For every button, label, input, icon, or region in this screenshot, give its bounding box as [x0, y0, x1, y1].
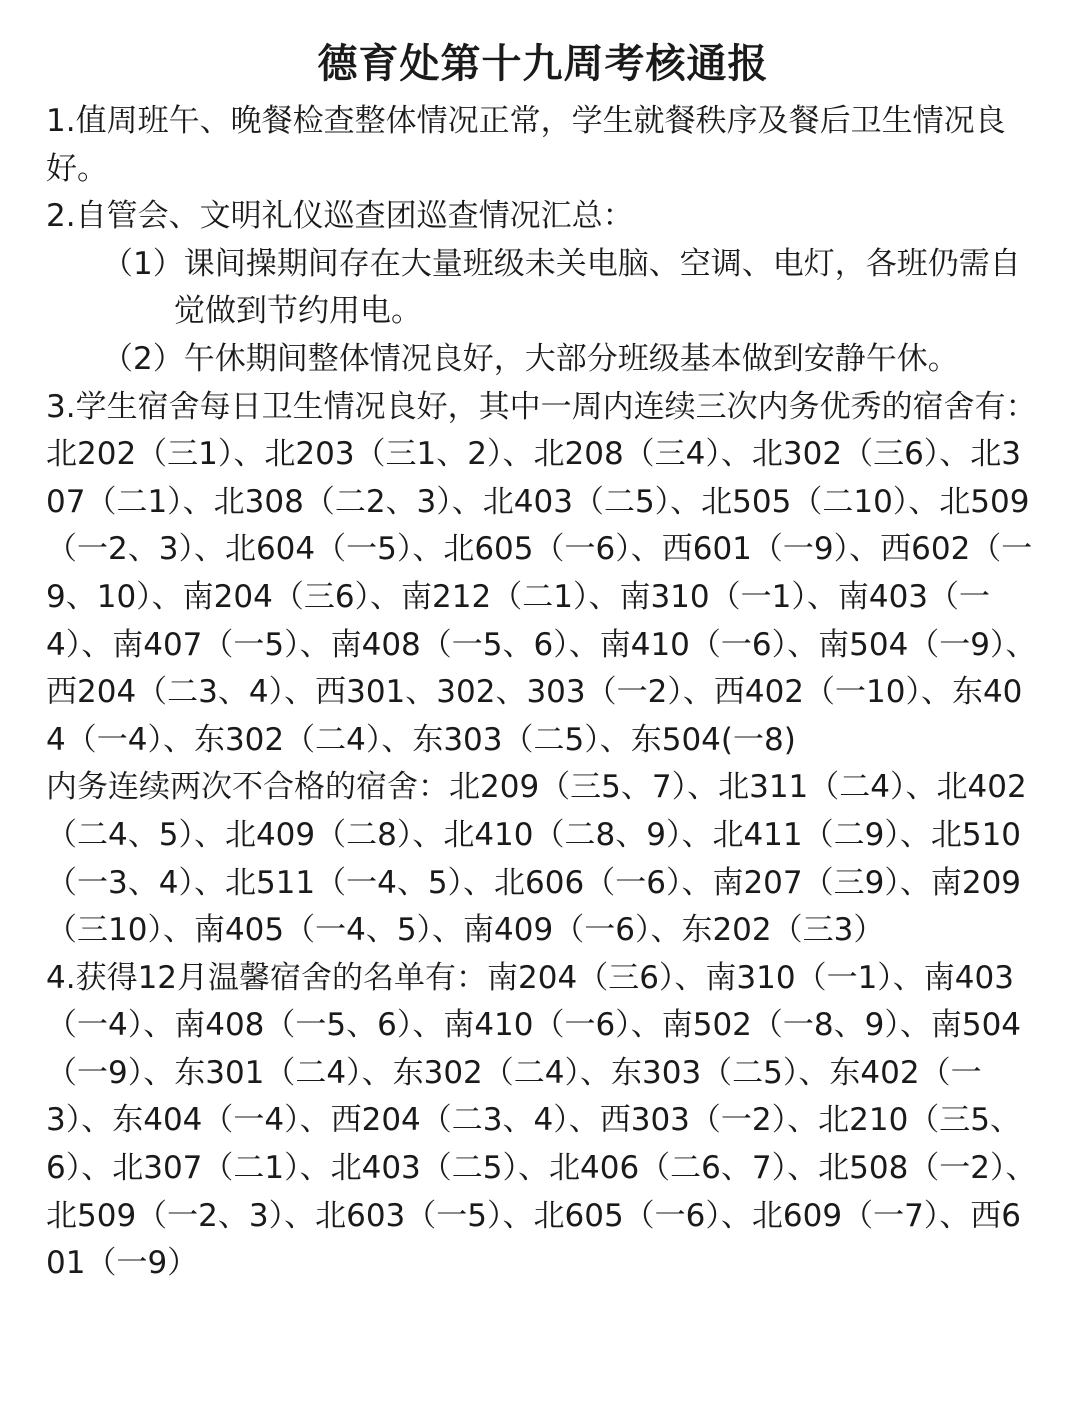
item-3-excellent-dorms: 3.学生宿舍每日卫生情况良好，其中一周内连续三次内务优秀的宿舍有：北202（三1）、北203（三1、2）、北208（三4）、北302（三6）、北307（二1）、北308（二2、3）、北403（二5）、北505（二10）、北509（一2、3）、北604（一5）、北605（一6）、西601（一9）、西602（一9、10）、南204（三6）、南212（二1）、南310（一1）、南403（一4）、南407（一5）、南408（一5、6）、南410（一6）、南504（一9）、西204（二3、4）、西301、302、303（一2）、西402（一10）、东404（一4）、东302（二4）、东303（二5）、东504(一8) [46, 388, 1037, 758]
item-1-dining: 1.值周班午、晚餐检查整体情况正常，学生就餐秩序及餐后卫生情况良好。 [46, 103, 1006, 187]
item-2-patrol-summary: 2.自管会、文明礼仪巡查团巡查情况汇总： [46, 198, 634, 235]
page-title: 德育处第十九周考核通报 [317, 41, 769, 87]
item-2-sub-1-power-saving: （1）课间操期间存在大量班级未关电脑、空调、电灯，各班仍需自觉做到节约用电。 [102, 245, 1021, 330]
item-4-warm-dorms: 4.获得12月温馨宿舍的名单有：南204（三6）、南310（一1）、南403（一4）、南408（一5、6）、南410（一6）、南502（一8、9）、南504（一9）、东301（二4）、东302（二4）、东303（二5）、东402（一3）、东404（一4）、西204（二3、4）、西303（一2）、北210（三5、6）、北307（二1）、北403（二5）、北406（二6、7）、北508（一2）、北509（一2、3）、北603（一5）、北605（一6）、北609（一7）、西601（一9） [46, 959, 1037, 1282]
item-2-sub-2-nap: （2）午休期间整体情况良好，大部分班级基本做到安静午休。 [102, 340, 959, 377]
item-3-failed-dorms: 内务连续两次不合格的宿舍：北209（三5、7）、北311（二4）、北402（二4、5）、北409（二8）、北410（二8、9）、北411（二9）、北510（一3、4）、北511（一4、5）、北606（一6）、南207（三9）、南209（三10）、南405（一4、5）、南409（一6）、东202（三3） [46, 769, 1027, 949]
